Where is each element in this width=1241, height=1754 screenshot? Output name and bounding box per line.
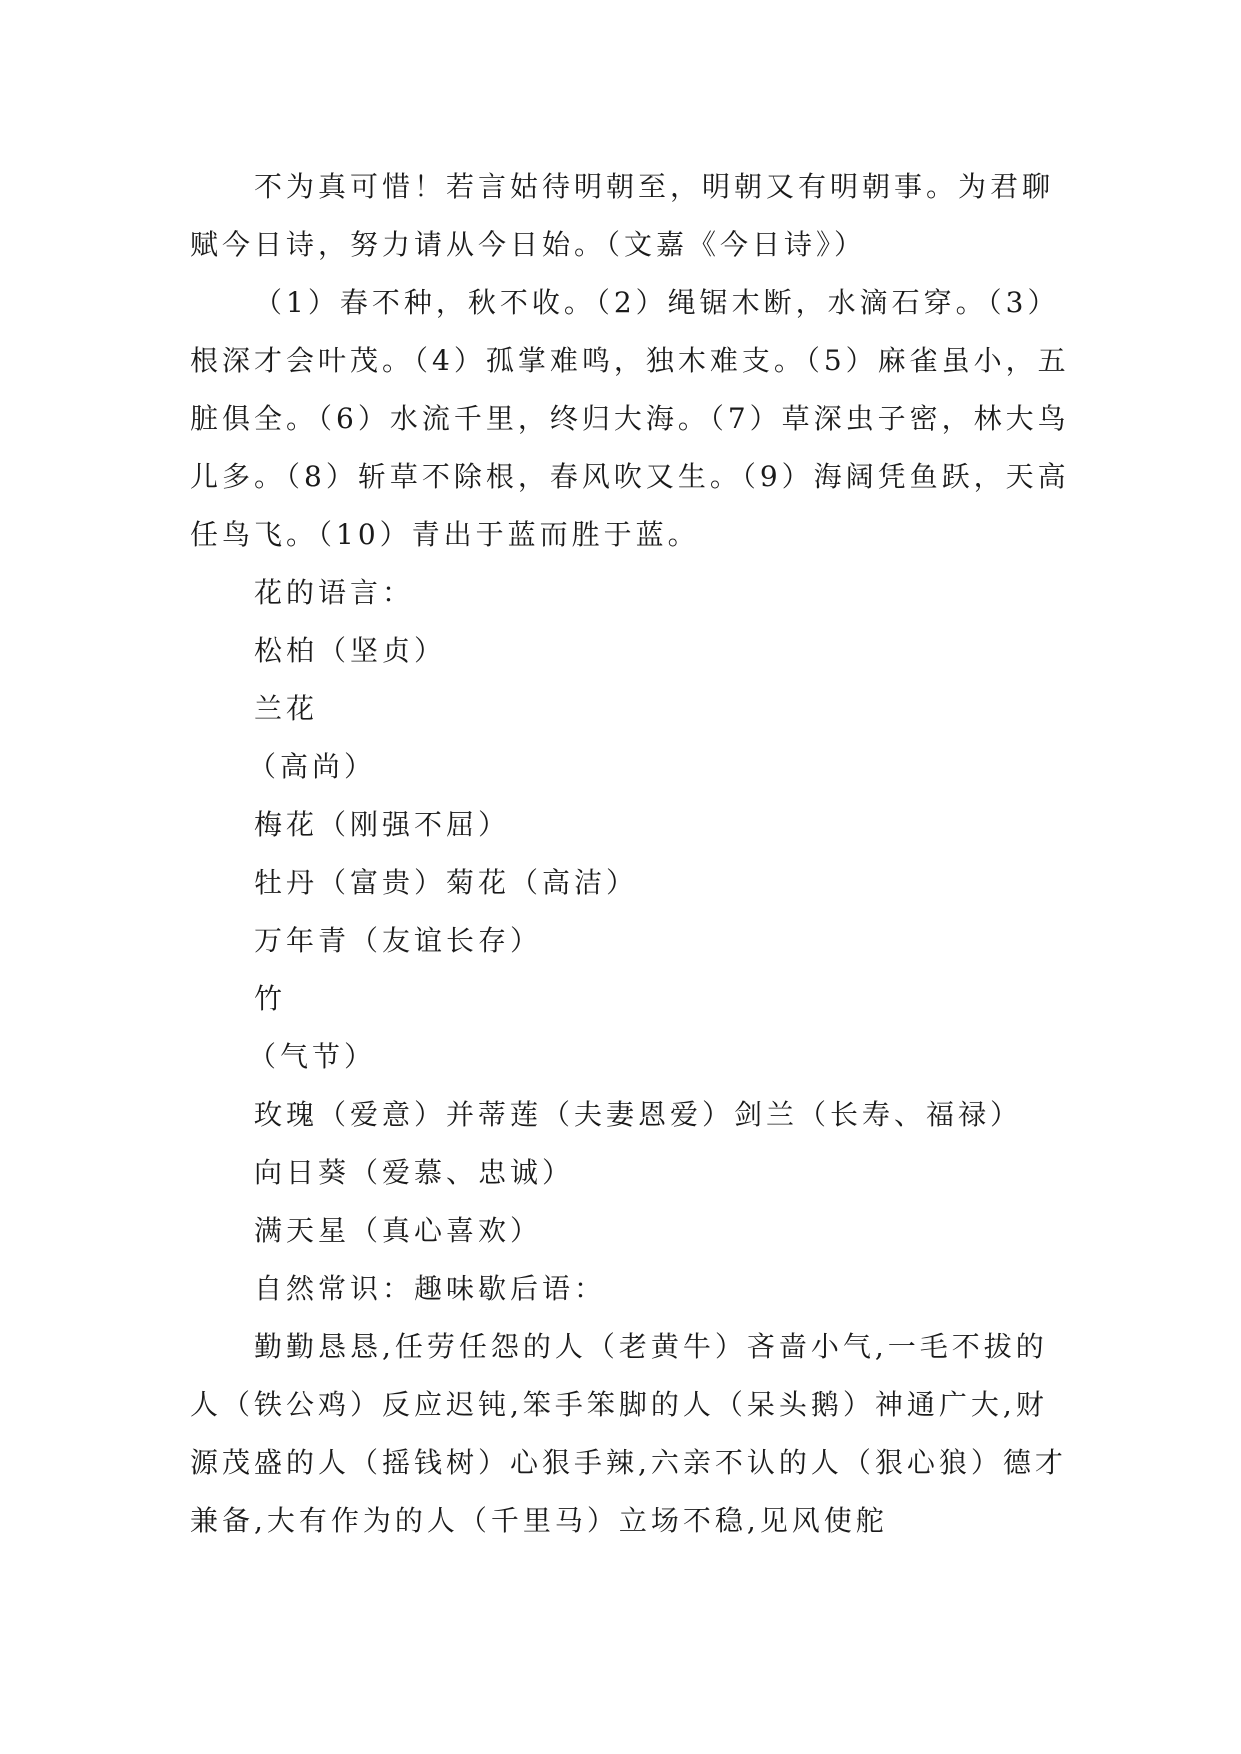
document-page — [190, 158, 1070, 1550]
poem-paragraph: 不为真可惜！若言姑待明朝至，明朝又有明朝事。为君聊赋今日诗，努力请从今日始。（文嘉《今日诗》） — [190, 170, 1055, 261]
flower-line-orchid-meaning: （高尚） — [248, 750, 377, 783]
flower-line-bamboo: 竹 — [254, 982, 287, 1015]
flower-line-babys-breath: 满天星（真心喜欢） — [254, 1214, 543, 1247]
flower-line-evergreen: 万年青（友谊长存） — [254, 924, 543, 957]
flower-line-peony-chrysanthemum: 牡丹（富贵）菊花（高洁） — [254, 866, 639, 899]
xiehouyu-paragraph: 勤勤恳恳,任劳任怨的人（老黄牛）吝啬小气,一毛不拔的人（铁公鸡）反应迟钝,笨手笨脚的人（呆头鹅）神通广大,财源茂盛的人（摇钱树）心狠手辣,六亲不认的人（狠心狼）德才兼备,大有作为的人（千里马）立场不稳,见风使舵 — [190, 1330, 1067, 1537]
nature-knowledge-heading: 自然常识：趣味歇后语： — [254, 1272, 607, 1305]
flower-line-sunflower: 向日葵（爱慕、忠诚） — [254, 1156, 575, 1189]
flower-line-rose-lotus-gladiolus: 玫瑰（爱意）并蒂莲（夫妻恩爱）剑兰（长寿、福禄） — [254, 1098, 1023, 1131]
proverbs-paragraph: （1）春不种，秋不收。（2）绳锯木断，水滴石穿。（3）根深才会叶茂。（4）孤掌难鸣，独木难支。（5）麻雀虽小，五脏俱全。（6）水流千里，终归大海。（7）草深虫子密，林大鸟儿多。（8）斩草不除根，春风吹又生。（9）海阔凭鱼跃，天高任鸟飞。（10）青出于蓝而胜于蓝。 — [190, 286, 1070, 551]
flower-line-bamboo-meaning: （气节） — [248, 1040, 377, 1073]
flower-line-plum: 梅花（刚强不屈） — [254, 808, 511, 841]
flower-language-heading: 花的语言： — [254, 576, 415, 609]
flower-line-pine: 松柏（坚贞） — [254, 634, 447, 667]
flower-line-orchid: 兰花 — [254, 692, 319, 725]
